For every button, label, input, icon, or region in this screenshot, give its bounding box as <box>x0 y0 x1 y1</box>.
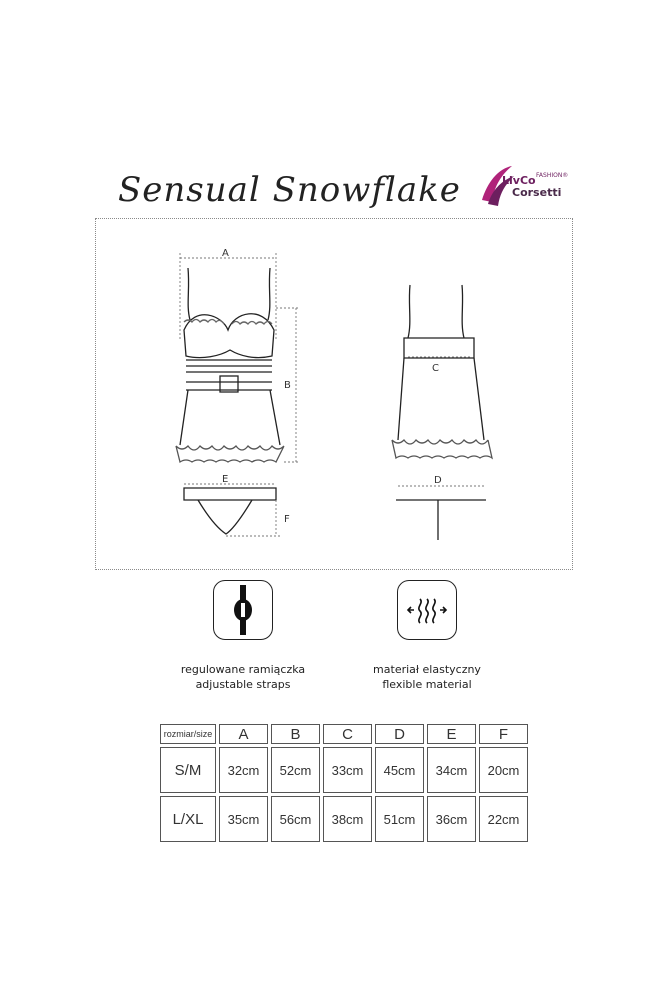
back-strap-left <box>408 285 410 338</box>
column-header-b: B <box>271 724 320 744</box>
front-underband <box>186 360 272 372</box>
front-strap-left <box>188 268 190 320</box>
table-row-lxl <box>160 796 528 842</box>
back-thong <box>396 500 486 540</box>
back-fur-hem <box>392 440 492 458</box>
back-band <box>404 338 474 358</box>
dimension-d-label: D <box>434 475 442 486</box>
size-value: 20cm <box>479 747 528 793</box>
brand-name-line2: Corsetti <box>512 186 562 199</box>
thong-waistband <box>184 488 276 500</box>
column-header-c: C <box>323 724 372 744</box>
dimension-a-line <box>180 253 276 340</box>
feature-label-pl: materiał elastyczny <box>373 663 481 676</box>
elastic-material-icon <box>397 580 457 640</box>
column-header-e: E <box>427 724 476 744</box>
size-value: 33cm <box>323 747 372 793</box>
dimension-f-line <box>226 500 280 536</box>
size-value: 36cm <box>427 796 476 842</box>
size-table-header <box>160 724 528 744</box>
column-header-f: F <box>479 724 528 744</box>
table-row-sm <box>160 747 528 793</box>
size-value: 51cm <box>375 796 424 842</box>
dimension-e-label: E <box>222 474 229 485</box>
size-value: 32cm <box>219 747 268 793</box>
dimension-c-label: C <box>432 363 439 374</box>
dimension-b-label: B <box>284 380 291 391</box>
back-skirt <box>398 358 484 440</box>
front-skirt <box>180 390 280 445</box>
back-strap-right <box>462 285 464 338</box>
size-value: 52cm <box>271 747 320 793</box>
feature-label-en: adjustable straps <box>195 678 291 691</box>
size-value: 35cm <box>219 796 268 842</box>
feature-adjustable-straps <box>168 580 318 692</box>
size-table-corner: rozmiar/size <box>160 724 216 744</box>
thong-body <box>198 500 252 534</box>
adjustable-strap-icon <box>213 580 273 640</box>
product-title: Sensual Snowflake <box>118 170 461 210</box>
front-fur-hem <box>176 446 284 462</box>
size-label: S/M <box>160 747 216 793</box>
front-strap-right <box>268 268 270 320</box>
feature-label-en: flexible material <box>382 678 472 691</box>
size-value: 56cm <box>271 796 320 842</box>
size-value: 22cm <box>479 796 528 842</box>
feature-label-pl: regulowane ramiączka <box>180 663 306 676</box>
dimension-f-label: F <box>284 514 290 525</box>
brand-name-tag: FASHION® <box>536 172 569 179</box>
brand-name-line1: LivCo <box>502 174 536 187</box>
front-waist <box>186 382 272 390</box>
size-label: L/XL <box>160 796 216 842</box>
dimension-a-label: A <box>222 248 229 259</box>
size-value: 34cm <box>427 747 476 793</box>
size-value: 38cm <box>323 796 372 842</box>
front-fur-trim-top <box>184 320 272 325</box>
feature-flexible-material <box>352 580 502 692</box>
column-header-a: A <box>219 724 268 744</box>
size-value: 45cm <box>375 747 424 793</box>
column-header-d: D <box>375 724 424 744</box>
size-table <box>157 721 531 845</box>
